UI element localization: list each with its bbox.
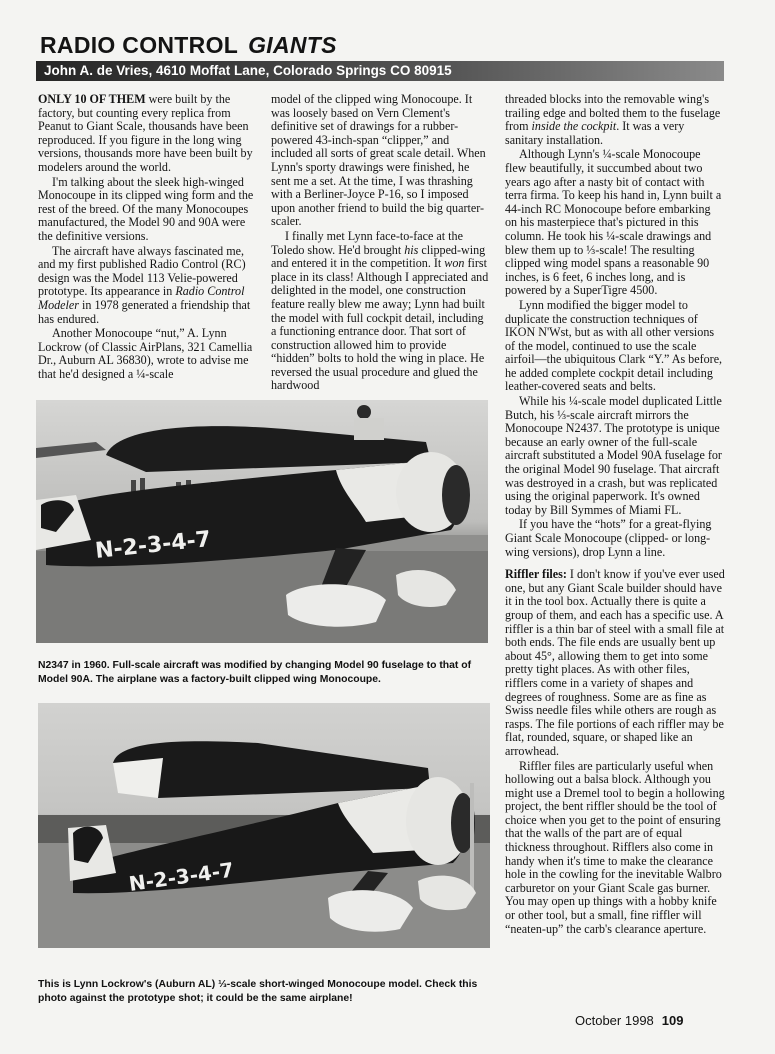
title-main: RADIO CONTROL [40,32,239,58]
lead-in: ONLY 10 OF THEM [38,92,146,106]
paragraph: I finally met Lynn face-to-face at the Toledo show. He'd brought his clipped-wing and entered it in the competition. It won first place in its class! Although I appreciated and delighted in the model, one construction feature really blew me away; Lynn had built the model with full cockpit detail, including a functioning entrance door. That sort of construction allowed him to provide “hidden” bolts to hold the wing in place. He reversed the usual procedure and glued the hardwood [271,228,489,393]
paragraph: Riffler files are particularly useful when hollowing out a balsa block. Although you might use a Dremel tool to begin a hollowing project, the bent riffler should be the tool of choice when you get to the point of ensuring that the walls of the part are of equal thickness throughout. Rifflers also come in handy when it's time to make the clearance hole in the cowling for the inevitable Walbro carburetor on your Giant Scale gas burner. You may open up things with a hobby knife or other tool, but a small, fine riffler will “neaten-up” the carb's clearance aperture. [505,758,725,936]
photo-caption-2: This is Lynn Lockrow's (Auburn AL) ⅓-scale short-winged Monocoupe model. Check this photo against the prototype shot; it could be the same airplane! [38,979,478,1004]
model-photo-illustration [38,703,490,948]
paragraph: Although Lynn's ¼-scale Monocoupe flew beautifully, it succumbed about two years ago after a nasty bit of contact with terra firma. To keep his hand in, Lynn built a 44-inch RC Monocoupe before embarking on his masterpiece that's pictured in this column. He took his ¼-scale drawings and blew them up to ⅓-scale! The resulting clipped wing model spans a reasonable 90 inches, is 6 feet, 6 inches long, and is powered by a SuperTigre 4500. [505,147,722,298]
issue-date: October 1998 [575,1013,654,1028]
photo-full-scale-monocoupe [36,400,488,643]
text-column-2 [271,93,489,394]
page-footer [575,1013,683,1028]
section-lead-in: Riffler files: [505,567,567,582]
text-column-3 [505,93,725,937]
paragraph: While his ¼-scale model duplicated Little Butch, his ⅓-scale aircraft mirrors the Monocoupe N2437. The prototype is unique because an early owner of the full-scale aircraft substituted a Model 90A fuselage for the original Model 90 fuselage. That aircraft was destroyed in a crash, but was replicated using the original paperwork. It's owned today by Bill Symmes of Miami FL. [505,394,722,517]
paragraph: The aircraft have always fascinated me, and my first published Radio Control (RC) design was the Model 113 Velie-powered prototype. Its appearance in Radio Control Modeler in 1978 generated a friendship that has endured. [38,243,251,326]
paragraph: threaded blocks into the removable wing's trailing edge and bolted them to the fuselage from inside the cockpit. It was a very sanitary installation. [505,92,721,147]
paragraph: Riffler files: I don't know if you've ever used one, but any Giant Scale builder should have it in the tool box. Actually there is quite a group of them, and each has a specific use. A riffler is a thin bar of steel with a small file at both ends. The file ends are usually bent up about 45°, allowing them to get into some pretty tight places. As with other files, rifflers come in a variety of shapes and degrees of roughness. Some are as fine as Swiss needle files while others are rough as rasps. The file portions of each riffler may be flat, rounded, square, or shaped like an arrowhead. [505,567,725,758]
paragraph: model of the clipped wing Monocoupe. It was loosely based on Vern Clement's definitive set of drawings for a rubber-powered 43-inch-span “clipper,” and included all sorts of great scale detail. When Lynn's sporty drawings were finished, he sent me a set. At the time, I was thrashing with a Berliner-Joyce P-16, so I imposed upon another friend to build the big quarter-scaler. [271,92,486,229]
page-title [40,30,740,60]
paragraph: If you have the “hots” for a great-flying Giant Scale Monocoupe (clipped- or long-wing versions), drop Lynn a line. [505,517,712,559]
paragraph: Lynn modified the bigger model to duplicate the construction techniques of IKON N'Wst, but as with all other versions of the model, continued to use the scale airfoil—the ubiquitous Clark “Y.” As before, he added complete cockpit detail including leather-covered seats and belts. [505,297,723,394]
title-emphasis: GIANTS [248,32,337,58]
monocoupe-photo-illustration [36,400,488,643]
page-number: 109 [661,1013,684,1028]
paragraph: Another Monocoupe “nut,” A. Lynn Lockrow (of Classic AirPlans, 321 Camellia Dr., Auburn AL 36830), wrote to advise me that he'd designed a ¼-scale [38,326,253,381]
photo-caption-1: N2347 in 1960. Full-scale aircraft was modified by changing Model 90 fuselage to that of Model 90A. The airplane was a factory-built clipped wing Monocoupe. [38,660,472,685]
author-byline: John A. de Vries, 4610 Moffat Lane, Colorado Springs CO 80915 [36,61,724,81]
paragraph: I'm talking about the sleek high-winged Monocoupe in its clipped wing form and the rest of the breed. Of the many Monocoupes manufactured, the Model 90 and 90A were the definitive versions. [38,174,254,243]
paragraph: ONLY 10 OF THEM were built by the factory, but counting every replica from Peanut to Giant Scale, thousands have been reproduced. If you figure in the long wing versions, thousands more have been built by modelers around the world. [38,92,253,174]
photo-scale-model-monocoupe [38,703,490,948]
registration-number: N-2-3-4-7 [127,857,236,896]
registration-number: N-2-3-4-7 [94,526,213,564]
text-column-1 [38,93,256,382]
